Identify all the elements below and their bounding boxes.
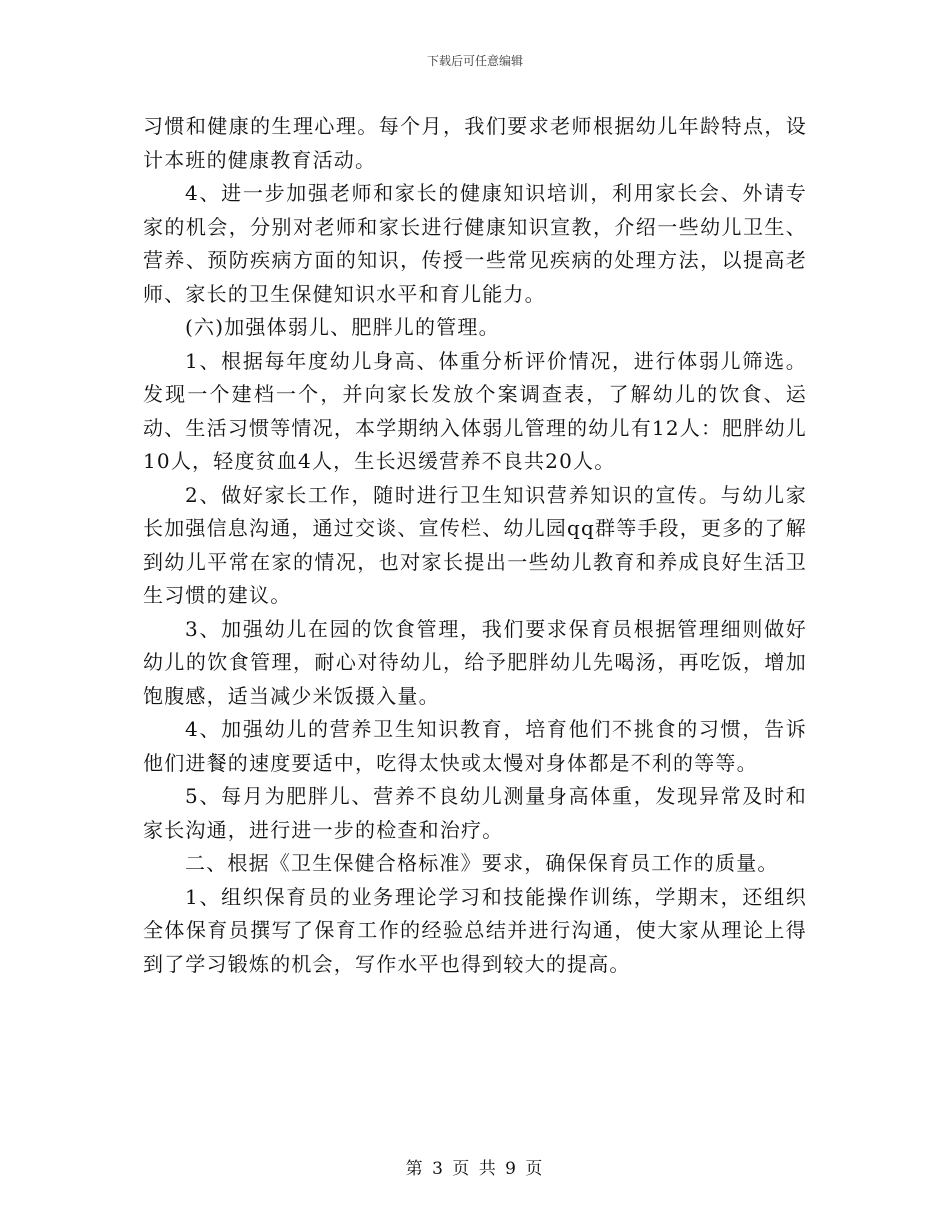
paragraph-7: 4、加强幼儿的营养卫生知识教育，培育他们不挑食的习惯，告诉他们进餐的速度要适中，吃得太快或太慢对身体都是不利的等等。 <box>143 717 807 775</box>
paragraph-6: 3、加强幼儿在园的饮食管理，我们要求保育员根据管理细则做好幼儿的饮食管理，耐心对待幼儿，给予肥胖幼儿先喝汤，再吃饭，增加饱腹感，适当减少米饭摄入量。 <box>143 616 807 708</box>
paragraph-1: 习惯和健康的生理心理。每个月，我们要求老师根据幼儿年龄特点，设计本班的健康教育活动。 <box>143 114 807 172</box>
paragraph-5: 2、做好家长工作，随时进行卫生知识营养知识的宣传。与幼儿家长加强信息沟通，通过交谈、宣传栏、幼儿园qq群等手段，更多的了解到幼儿平常在家的情况，也对家长提出一些幼儿教育和养成良好生活卫生习惯的建议。 <box>143 482 808 607</box>
paragraph-3: (六)加强体弱儿、肥胖儿的管理。 <box>185 315 500 339</box>
document-body <box>143 110 807 981</box>
paragraph-8: 5、每月为肥胖儿、营养不良幼儿测量身高体重，发现异常及时和家长沟通，进行进一步的检查和治疗。 <box>143 784 807 842</box>
page-header: 下载后可任意编辑 <box>426 54 523 68</box>
paragraph-9: 二、根据《卫生保健合格标准》要求，确保保育员工作的质量。 <box>185 851 779 875</box>
paragraph-2: 4、进一步加强老师和家长的健康知识培训，利用家长会、外请专家的机会，分别对老师和家长进行健康知识宣教，介绍一些幼儿卫生、营养、预防疾病方面的知识，传授一些常见疾病的处理方法，以提高老师、家长的卫生保健知识水平和育儿能力。 <box>143 181 807 306</box>
paragraph-10: 1、组织保育员的业务理论学习和技能操作训练，学期末，还组织全体保育员撰写了保育工作的经验总结并进行沟通，使大家从理论上得到了学习锻炼的机会，写作水平也得到较大的提高。 <box>143 884 807 976</box>
page-footer: 第 3 页 共 9 页 <box>405 1159 545 1179</box>
paragraph-4: 1、根据每年度幼儿身高、体重分析评价情况，进行体弱儿筛选。发现一个建档一个，并向家长发放个案调查表，了解幼儿的饮食、运动、生活习惯等情况，本学期纳入体弱儿管理的幼儿有12人：肥胖幼儿10人，轻度贫血4人，生长迟缓营养不良共20人。 <box>143 348 807 473</box>
